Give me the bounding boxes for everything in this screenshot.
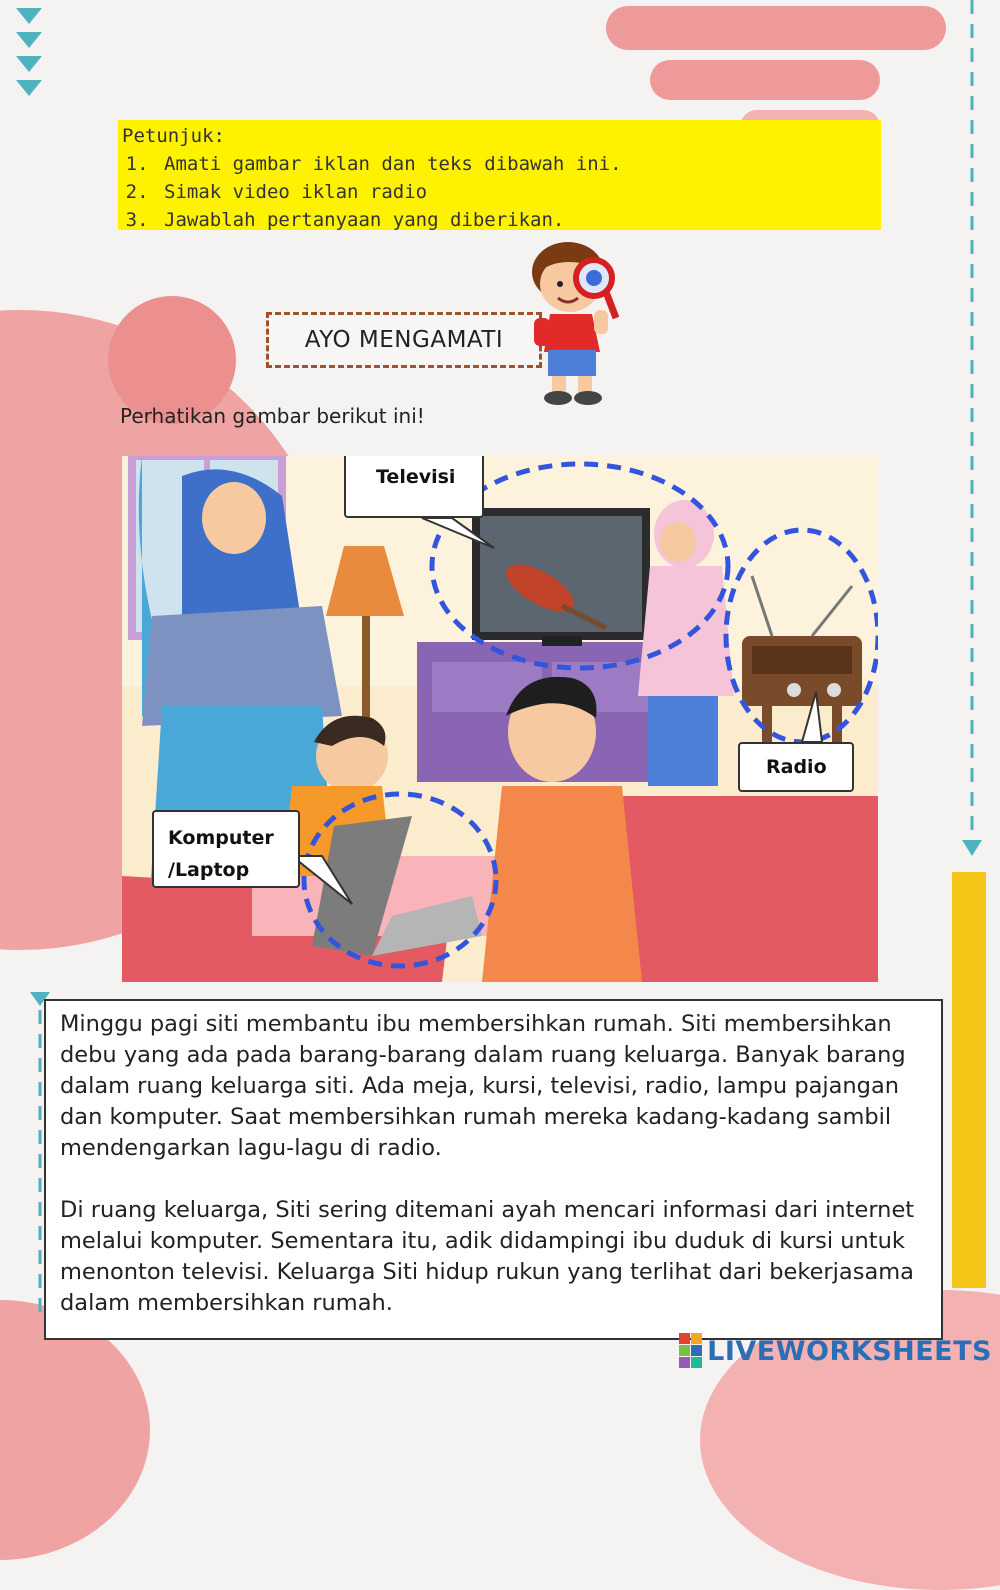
- instruction-item: 1. Amati gambar iklan dan teks dibawah ini.: [160, 150, 881, 178]
- yellow-accent-bar: [952, 872, 986, 1288]
- teal-dashed-line-right: [960, 0, 984, 870]
- instructions-heading: Petunjuk:: [122, 125, 225, 147]
- callout-radio-label: Radio: [766, 756, 827, 778]
- passage-paragraph-1: Minggu pagi siti membantu ibu membersihkan rumah. Siti membersihkan debu yang ada pada barang-barang dalam ruang keluarga. Banyak barang dalam ruang keluarga siti. Ada meja, kursi, televisi, radio, lampu pajangan dan komputer. Saat membersihkan rumah mereka kadang-kadang sambil mendengarkan lagu-lagu di radio.: [60, 1011, 906, 1161]
- instructions-box: [118, 120, 881, 230]
- teal-chevrons-top-left-icon: [14, 6, 44, 98]
- callout-computer-label-1: Komputer: [168, 827, 274, 849]
- liveworksheets-brand: [679, 1333, 992, 1369]
- brand-name: LIVEWORKSHEETS: [707, 1335, 992, 1367]
- living-room-illustration: [122, 456, 878, 982]
- instructions-list: [122, 150, 881, 234]
- boy-with-magnifier-illustration: [520, 232, 630, 408]
- liveworksheets-logo-icon: [679, 1333, 703, 1369]
- reading-passage: [44, 999, 943, 1340]
- callout-television: [344, 456, 484, 518]
- callout-computer-label-2: /Laptop: [168, 859, 250, 881]
- section-title: AYO MENGAMATI: [304, 327, 504, 353]
- living-room-scene: [122, 456, 878, 982]
- callout-radio: [738, 742, 854, 792]
- passage-paragraph-2: Di ruang keluarga, Siti sering ditemani ayah mencari informasi dari internet melalui komputer. Sementara itu, adik didampingi ibu duduk di kursi untuk menonton televisi. Keluarga Siti hidup rukun yang terlihat dari bekerjasama dalam membersihkan rumah.: [60, 1197, 915, 1316]
- instruction-item: 3. Jawablah pertanyaan yang diberikan.: [160, 206, 881, 234]
- bg-pill-2: [650, 60, 880, 100]
- callout-television-label: Televisi: [376, 466, 456, 488]
- instruction-item: 2. Simak video iklan radio: [160, 178, 881, 206]
- bg-pill-1: [606, 6, 946, 50]
- section-title-box: [266, 312, 542, 368]
- picture-prompt: Perhatikan gambar berikut ini!: [120, 404, 425, 428]
- callout-computer: [152, 810, 300, 888]
